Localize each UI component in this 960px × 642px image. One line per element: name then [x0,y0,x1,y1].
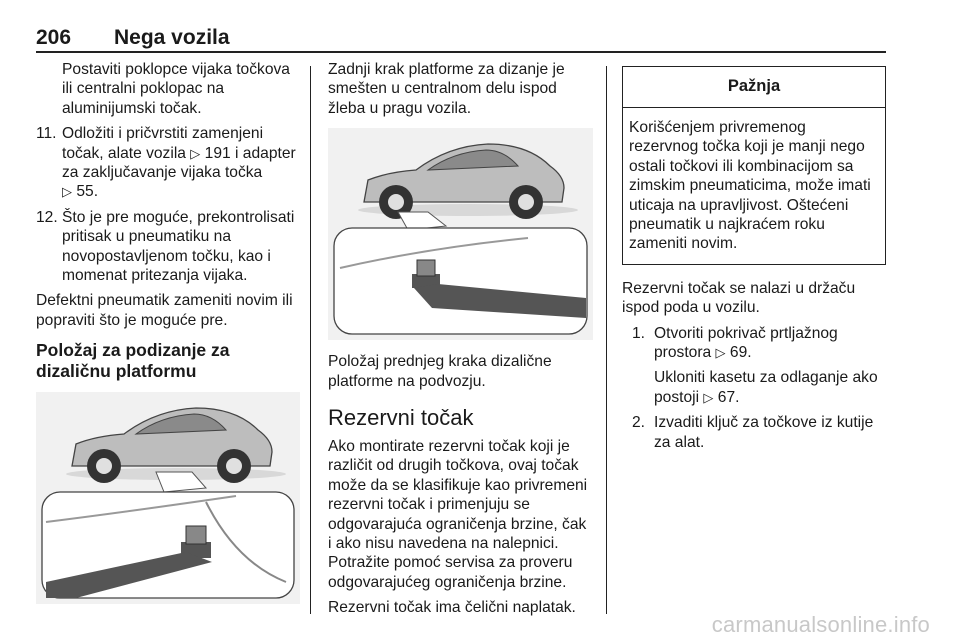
list-number: 2. [632,414,646,432]
page-ref-icon: ▷ [62,184,72,200]
paragraph: Zadnji krak platforme za dizanje je smešten u centralnom delu ispod žleba u pragu vozila. [328,61,565,117]
page-ref-icon: ▷ [190,145,201,161]
column-divider-1 [310,66,311,614]
list-number: 1. [632,324,646,342]
page-ref[interactable]: 69 [729,344,748,362]
paragraph: Defektni pneumatik zameniti novim ili popraviti što je moguće pre. [36,292,293,329]
page-header [36,22,886,52]
chapter-title: Nega vozila [114,26,230,49]
list-item: 11. Odložiti i pričvrstiti zamenjeni točak, alate vozila ▷ 191 i adapter za zaključavanje vijaka točka ▷ 55. [36,125,296,201]
section-heading: Rezervni točak [328,405,474,431]
right-column: Pažnja Korišćenjem privremenog rezervnog točka koji je manji nego ostali točkovi ili kombinacijom sa zimskim pneumaticima, može imati uticaja na upravljivost. Oštećeni pneumatik u najkraćem roku zameniti novim. Rezervni točak se nalazi u držaču ispod poda u vozilu. 1. Otvoriti pokrivač prtljažnog prostora ▷ 69. Ukloniti kasetu za odlaganje ako postoji ▷ 67. 2. Izvaditi ključ za točkove iz kutije za alat. [622,60,886,458]
list-number: 12. [36,208,58,226]
column-divider-2 [606,66,607,614]
notice-text: Korišćenjem privremenog rezervnog točka koji je manji nego ostali točkovi ili kombinacijom sa zimskim pneumaticima, može imati uticaja na upravljivost. Oštećeni pneumatik u najkraćem roku zameniti novim. [629,119,871,253]
figure-caption: Položaj prednjeg kraka dizalične platforme na podvozju. [328,353,552,390]
page-ref-icon: ▷ [715,345,726,361]
page-ref[interactable]: 55 [76,183,94,201]
page-ref[interactable]: 67 [717,388,736,406]
list-text: Što je pre moguće, prekontrolisati pritisak u pneumatiku na novopostavljenom točku, kao i momenat pritezanja vijaka. [62,208,295,285]
paragraph: Ako montirate rezervni točak koji je različit od drugih točkova, ovaj točak može da se klasifikuje kao privremeni rezervni točak i primenjuju se odgovarajuća ograničenja brzine, čak i ako nisu navedena na nalepnici. Potražite pomoć servisa za proveru odgovarajućeg ograničenja brzine. [328,438,588,591]
list-number: 11. [36,125,57,143]
watermark: carmanualsonline.info [711,612,930,637]
page-ref-icon: ▷ [703,389,714,405]
notice-title: Pažnja [623,67,885,108]
paragraph: Rezervni točak ima čelični naplatak. [328,599,576,617]
page-number: 206 [36,26,72,49]
notice-box [622,66,886,265]
lift-rear-figure [36,392,300,604]
list-item [622,413,886,452]
page-ref[interactable]: 191 [204,144,231,162]
left-column [36,60,300,616]
list-text: Izvaditi ključ za točkove iz kutije za alat. [654,414,874,451]
middle-column [328,60,593,624]
paragraph: Rezervni točak se nalazi u držaču ispod poda u vozilu. [622,279,856,317]
list-item [36,208,300,286]
lift-front-figure [328,128,593,340]
header-rule [36,51,886,53]
section-heading: Položaj za podizanje za dizaličnu platformu [36,340,230,382]
list-item: 1. Otvoriti pokrivač prtljažnog prostora ▷ 69. [632,324,838,362]
continuation-text: Postaviti poklopce vijaka točkova ili centralni poklopac na aluminijumski točak. [62,61,290,117]
